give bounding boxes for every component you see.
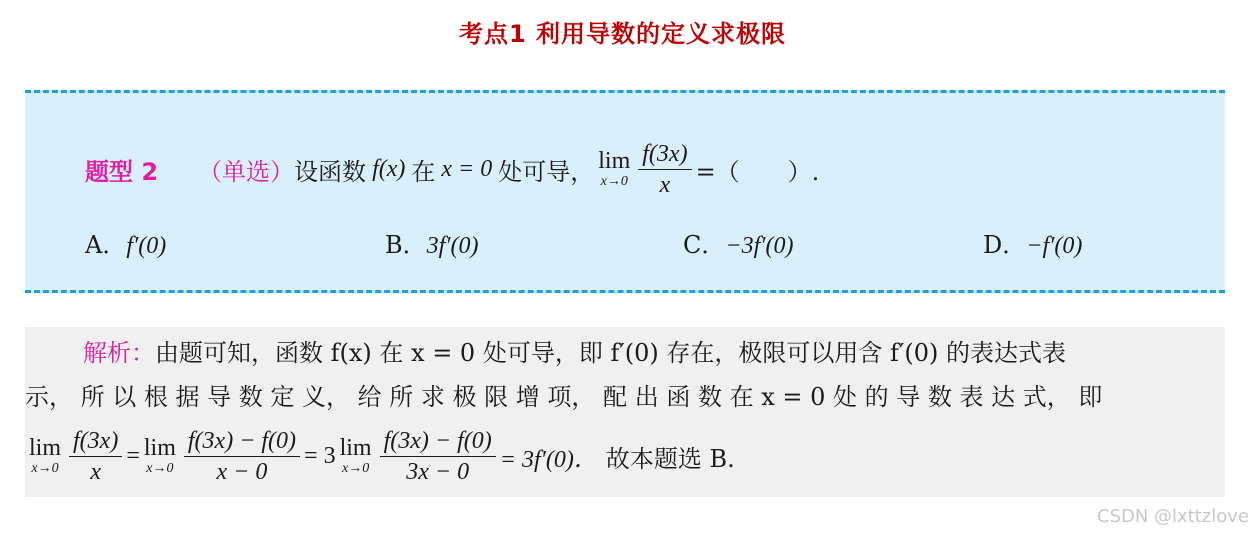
limit-word: lim bbox=[143, 435, 176, 461]
fraction-numerator: f(3x) − f(0) bbox=[380, 426, 496, 457]
options-row bbox=[85, 225, 1205, 265]
stem-condition: x = 0 bbox=[441, 155, 493, 182]
limit-subscript: x→0 bbox=[146, 461, 174, 476]
question-type-label: 题型 2 bbox=[85, 157, 159, 186]
option-value: f′(0) bbox=[126, 233, 167, 259]
analysis-equation bbox=[25, 420, 735, 492]
limit-operator bbox=[340, 435, 372, 477]
stem-text-end: =（ ）. bbox=[695, 157, 820, 186]
option-d[interactable] bbox=[983, 225, 1082, 260]
analysis-label: 解析： bbox=[83, 339, 155, 367]
limit-word: lim bbox=[29, 435, 62, 461]
equation-result: = 3f′(0)． bbox=[499, 446, 598, 473]
limit-fraction bbox=[638, 139, 691, 200]
analysis-box bbox=[25, 327, 1225, 497]
question-box bbox=[25, 90, 1225, 293]
limit-subscript: x→0 bbox=[341, 461, 370, 476]
limit-word: lim bbox=[598, 148, 631, 174]
question-stem bbox=[85, 137, 819, 201]
option-label: B． bbox=[385, 231, 427, 259]
option-value: 3f′(0) bbox=[426, 233, 479, 259]
limit-word: lim bbox=[339, 435, 372, 461]
fraction-denominator: x bbox=[90, 458, 101, 485]
watermark: CSDN @lxttzlove bbox=[1097, 506, 1249, 527]
fraction-denominator: x bbox=[659, 171, 671, 198]
fraction-1 bbox=[69, 426, 122, 487]
analysis-line-1 bbox=[83, 333, 1223, 368]
stem-text-middle: 在 bbox=[411, 157, 436, 186]
option-label: D． bbox=[983, 231, 1027, 259]
answer-conclusion: 故本题选 B. bbox=[605, 444, 735, 473]
stem-function: f(x) bbox=[372, 155, 406, 182]
option-label: A． bbox=[85, 231, 127, 259]
fraction-numerator: f(3x) − f(0) bbox=[184, 426, 300, 457]
fraction-3 bbox=[380, 426, 496, 487]
analysis-text-1: 由题可知，函数 f(x) 在 x = 0 处可导，即 f′(0) 存在，极限可以用含 f′(0) 的表达式表 bbox=[155, 339, 1067, 367]
option-value: −f′(0) bbox=[1026, 233, 1083, 259]
page-title: 考点1 利用导数的定义求极限 bbox=[458, 20, 787, 48]
option-value: −3f′(0) bbox=[725, 233, 794, 259]
fraction-denominator: x − 0 bbox=[216, 458, 268, 485]
limit-subscript: x→0 bbox=[600, 174, 628, 189]
equals-sign: = bbox=[126, 442, 140, 469]
option-b[interactable] bbox=[385, 225, 479, 260]
limit-operator bbox=[29, 435, 61, 477]
limit-operator bbox=[144, 435, 176, 477]
limit-operator bbox=[598, 148, 630, 190]
option-c[interactable] bbox=[683, 225, 793, 260]
fraction-numerator: f(3x) bbox=[638, 139, 691, 170]
stem-text-before: 设函数 bbox=[294, 157, 367, 186]
analysis-line-2: 示， 所 以 根 据 导 数 定 义， 给 所 求 极 限 增 项， 配 出 函 数 在 x = 0 处 的 导 数 表 达 式， 即 bbox=[25, 383, 1103, 411]
fraction-numerator: f(3x) bbox=[69, 426, 122, 457]
question-kind-label: （单选） bbox=[198, 157, 295, 186]
fraction-2 bbox=[184, 426, 300, 487]
option-a[interactable] bbox=[85, 225, 166, 260]
option-label: C． bbox=[683, 231, 726, 259]
stem-text-after: 处可导， bbox=[498, 157, 595, 186]
limit-subscript: x→0 bbox=[31, 461, 59, 476]
fraction-denominator: 3x − 0 bbox=[406, 458, 470, 485]
equals-coefficient: = 3 bbox=[304, 442, 336, 469]
